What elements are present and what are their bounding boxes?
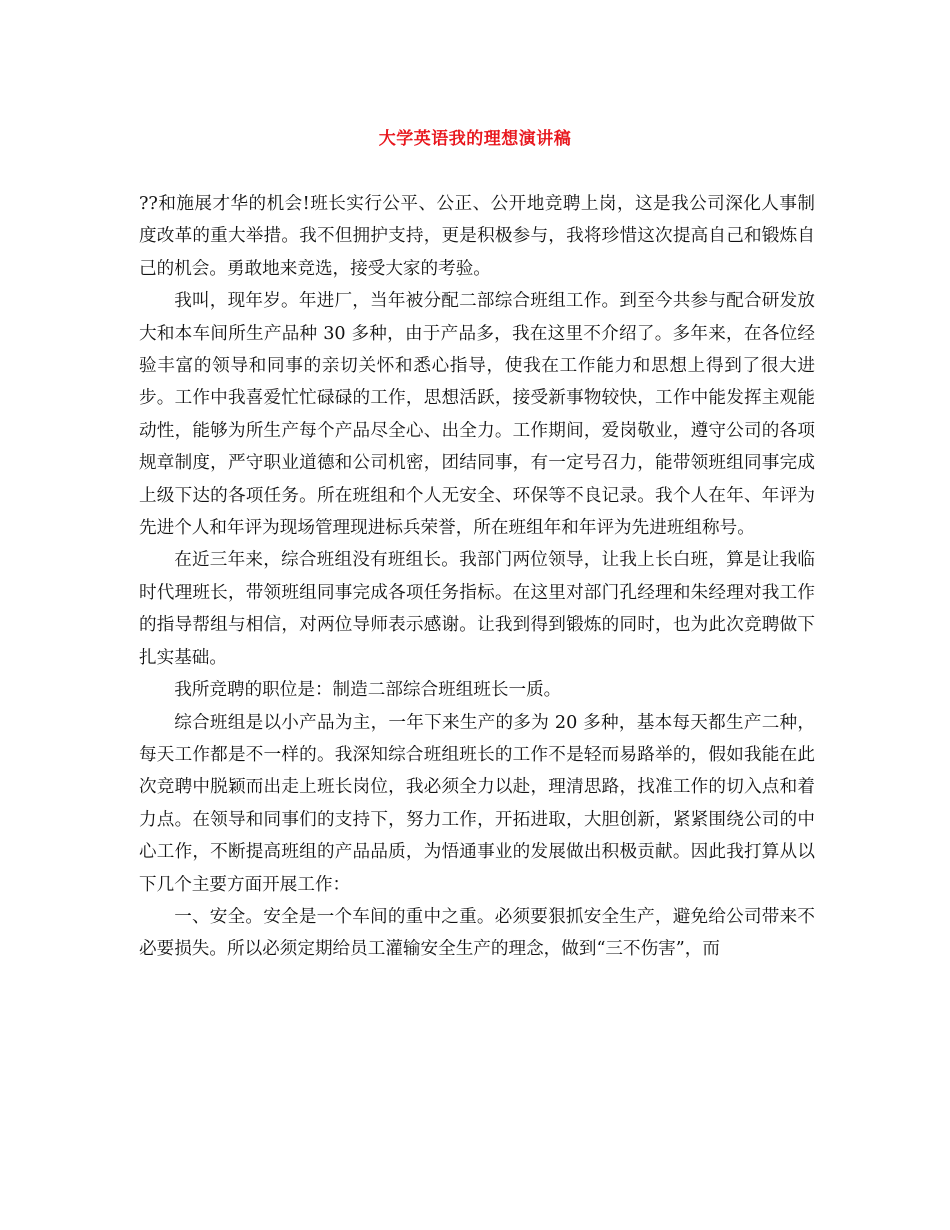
paragraph-6: 一、安全。安全是一个车间的重中之重。必须要狠抓安全生产，避免给公司带来不必要损失。所以必须定期给员工灌输安全生产的理念，做到“三不伤害”，而 <box>139 906 815 960</box>
document-body <box>139 188 815 966</box>
paragraph-5: 综合班组是以小产品为主，一年下来生产的多为 20 多种，基本每天都生产二种，每天工作都是不一样的。我深知综合班组班长的工作不是轻而易路举的，假如我能在此次竞聘中脱颖而出走上班长岗位，我必须全力以赴，理清思路，找准工作的切入点和着力点。在领导和同事们的支持下，努力工作，开拓进取，大胆创新，紧紧围绕公司的中心工作，不断提高班组的产品品质，为悟通事业的发展做出积极贡献。因此我打算从以下几个主要方面开展工作： <box>139 712 815 895</box>
paragraph-1: ??和施展才华的机会!班长实行公平、公正、公开地竞聘上岗，这是我公司深化人事制度改革的重大举措。我不但拥护支持，更是积极参与，我将珍惜这次提高自己和锻炼自己的机会。勇敢地来竞选，接受大家的考验。 <box>139 194 815 279</box>
document-title: 大学英语我的理想演讲稿 <box>378 129 572 149</box>
paragraph-4: 我所竞聘的职位是：制造二部综合班组班长一质。 <box>174 680 562 701</box>
paragraph-3: 在近三年来，综合班组没有班组长。我部门两位领导，让我上长白班，算是让我临时代理班长，带领班组同事完成各项任务指标。在这里对部门孔经理和朱经理对我工作的指导帮组与相信，对两位导师表示感谢。让我到得到锻炼的同时，也为此次竞聘做下扎实基础。 <box>139 550 815 668</box>
paragraph-2: 我叫，现年岁。年进厂，当年被分配二部综合班组工作。到至今共参与配合研发放大和本车间所生产品种 30 多种，由于产品多，我在这里不介绍了。多年来，在各位经验丰富的领导和同事的亲切关怀和悉心指导，使我在工作能力和思想上得到了很大进步。工作中我喜爱忙忙碌碌的工作，思想活跃，接受新事物较快，工作中能发挥主观能动性，能够为所生产每个产品尽全心、出全力。工作期间，爱岗敬业，遵守公司的各项规章制度，严守职业道德和公司机密，团结同事，有一定号召力，能带领班组同事完成上级下达的各项任务。所在班组和个人无安全、环保等不良记录。我个人在年、年评为先进个人和年评为现场管理现进标兵荣誉，所在班组年和年评为先进班组称号。 <box>139 291 815 539</box>
